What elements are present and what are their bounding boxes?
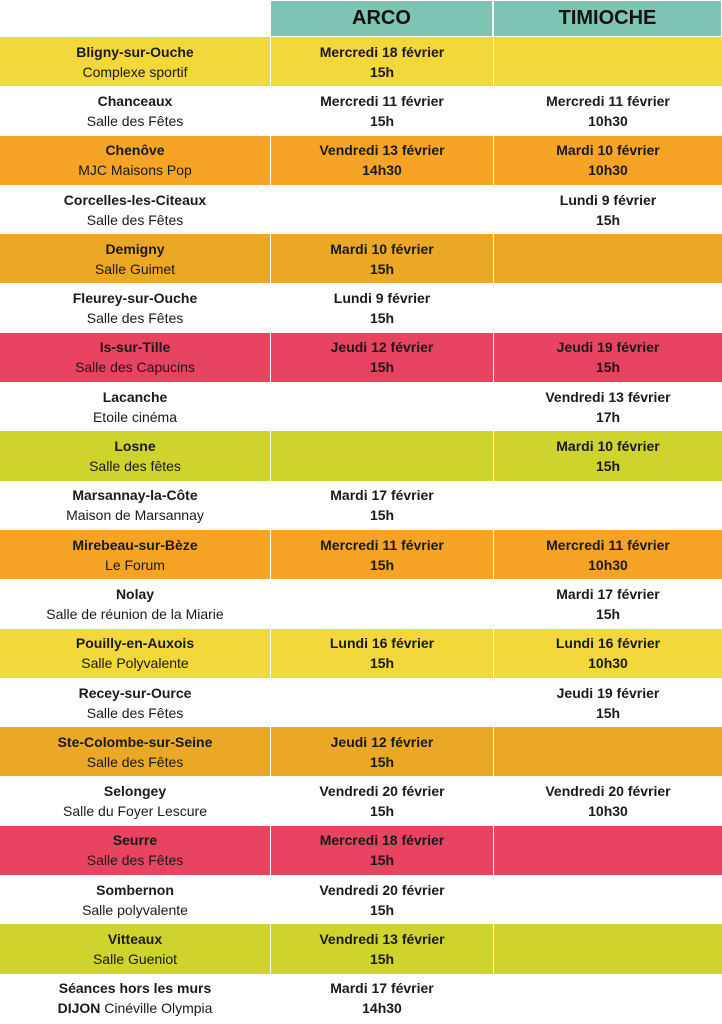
table-row: [0, 629, 722, 678]
timioche-cell: [494, 678, 722, 727]
screening-time: 15h: [595, 211, 621, 228]
timioche-cell: [494, 136, 722, 185]
screening-date: Lundi 16 février: [329, 635, 435, 652]
screening-date: Mercredi 11 février: [320, 536, 444, 553]
timioche-cell: [494, 629, 722, 678]
arco-cell: [271, 284, 493, 333]
venue-name: Salle de réunion de la Miarie: [46, 605, 224, 622]
screening-time: 15h: [369, 803, 395, 820]
venue-cell: [0, 37, 270, 86]
town-name: Recey-sur-Ource: [78, 684, 192, 701]
timioche-cell: [494, 37, 722, 86]
town-name: Pouilly-en-Auxois: [75, 635, 195, 652]
venue-name: Salle Polyvalente: [81, 655, 189, 672]
table-row: [0, 284, 722, 333]
arco-cell: [271, 974, 493, 1023]
screening-date: Lundi 16 février: [555, 635, 661, 652]
screening-date: Vendredi 20 février: [319, 783, 445, 800]
venue-cell: [0, 284, 270, 333]
table-row: [0, 333, 722, 382]
town-name: Marsannay-la-Côte: [72, 487, 198, 504]
arco-cell: [271, 37, 493, 86]
venue-cell: [0, 136, 270, 185]
table-header: [0, 0, 722, 37]
screening-date: Mercredi 18 février: [319, 832, 445, 849]
arco-cell: [271, 826, 493, 875]
arco-cell: [271, 678, 493, 727]
venue-name: Salle des Fêtes: [86, 753, 184, 770]
venue-cell: [0, 777, 270, 826]
screening-date: Vendredi 13 février: [319, 142, 445, 159]
venue-name: Salle des Fêtes: [86, 310, 184, 327]
town-name: Selongey: [103, 783, 167, 800]
screening-time: 17h: [595, 408, 621, 425]
town-name: Vitteaux: [107, 931, 163, 948]
table-row: [0, 382, 722, 431]
town-name: Chenôve: [105, 142, 165, 159]
table-row: [0, 136, 722, 185]
screening-time: 15h: [595, 458, 621, 475]
town-name: Chanceaux: [97, 92, 173, 109]
timioche-cell: [494, 284, 722, 333]
screening-time: 14h30: [362, 162, 402, 179]
town-name: Bligny-sur-Ouche: [76, 43, 194, 60]
venue-name: Salle du Foyer Lescure: [63, 803, 207, 820]
timioche-cell: [494, 974, 722, 1023]
screening-date: Jeudi 19 février: [556, 684, 660, 701]
screening-time: 10h30: [588, 162, 628, 179]
venue-cell: [0, 530, 270, 579]
screening-date: Vendredi 20 février: [319, 881, 445, 898]
screening-time: 15h: [369, 507, 395, 524]
arco-cell: [271, 431, 493, 480]
venue-cell: [0, 974, 270, 1023]
timioche-cell: [494, 777, 722, 826]
venue-cell: [0, 481, 270, 530]
venue-label: Cinéville Olympia: [100, 1000, 213, 1017]
screening-time: 15h: [369, 556, 395, 573]
screening-date: Jeudi 12 février: [330, 733, 434, 750]
screening-time: 15h: [369, 852, 395, 869]
timioche-cell: [494, 382, 722, 431]
arco-cell: [271, 777, 493, 826]
screening-time: 15h: [595, 704, 621, 721]
venue-cell: [0, 629, 270, 678]
timioche-cell: [494, 875, 722, 924]
table-row: [0, 86, 722, 135]
town-name: Nolay: [115, 585, 155, 602]
venue-name: Salle des Fêtes: [86, 852, 184, 869]
venue-cell: [0, 234, 270, 283]
town-name: Demigny: [105, 240, 165, 257]
timioche-cell: [494, 481, 722, 530]
arco-cell: [271, 333, 493, 382]
screening-time: 15h: [369, 63, 395, 80]
town-name: Lacanche: [102, 388, 168, 405]
screening-time: 10h30: [588, 803, 628, 820]
venue-name: Etoile cinéma: [92, 408, 178, 425]
venue-name: Complexe sportif: [82, 63, 188, 80]
screening-date: Mardi 17 février: [330, 980, 434, 997]
screening-date: Mercredi 11 février: [546, 92, 670, 109]
table-row: [0, 678, 722, 727]
arco-cell: [271, 481, 493, 530]
timioche-cell: [494, 234, 722, 283]
town-name: Mirebeau-sur-Bèze: [72, 536, 198, 553]
screening-date: Mercredi 11 février: [546, 536, 670, 553]
venue-name: Salle polyvalente: [82, 901, 188, 918]
town-name: Seurre: [112, 832, 158, 849]
venue-cell: [0, 727, 270, 776]
table-row: [0, 185, 722, 234]
screening-date: Jeudi 12 février: [330, 339, 434, 356]
arco-cell: [271, 875, 493, 924]
venue-cell: [0, 431, 270, 480]
screening-time: 15h: [369, 753, 395, 770]
screening-date: Mardi 17 février: [330, 487, 434, 504]
arco-cell: [271, 924, 493, 973]
screening-date: Mardi 10 février: [330, 240, 434, 257]
screening-date: Lundi 9 février: [333, 290, 431, 307]
town-name: Fleurey-sur-Ouche: [72, 290, 198, 307]
venue-cell: [0, 86, 270, 135]
table-row: [0, 530, 722, 579]
arco-cell: [271, 579, 493, 628]
venue-name: Salle des fêtes: [89, 458, 181, 475]
town-name: Ste-Colombe-sur-Seine: [57, 733, 213, 750]
venue-cell: [0, 382, 270, 431]
venue-cell: [0, 579, 270, 628]
column-header-arco: ARCO: [271, 1, 492, 36]
timioche-cell: [494, 826, 722, 875]
arco-cell: [271, 136, 493, 185]
screening-date: Mercredi 11 février: [320, 92, 444, 109]
venue-name: Salle des Capucins: [75, 359, 195, 376]
venue-name: MJC Maisons Pop: [78, 162, 192, 179]
table-row: [0, 234, 722, 283]
timioche-cell: [494, 924, 722, 973]
table-row: [0, 924, 722, 973]
venue-cell: [0, 333, 270, 382]
screening-time: 10h30: [588, 655, 628, 672]
screening-time: 15h: [369, 310, 395, 327]
town-name: Séances hors les murs: [58, 980, 212, 997]
venue-name: Salle des Fêtes: [86, 704, 184, 721]
screening-date: Mardi 10 février: [556, 142, 660, 159]
timioche-cell: [494, 530, 722, 579]
screening-date: Lundi 9 février: [559, 191, 657, 208]
screening-date: Vendredi 13 février: [319, 931, 445, 948]
venue-city: DIJON: [57, 1000, 101, 1017]
venue-cell: [0, 924, 270, 973]
screening-time: 10h30: [588, 556, 628, 573]
screening-time: 15h: [369, 901, 395, 918]
table-row: [0, 431, 722, 480]
timioche-cell: [494, 727, 722, 776]
timioche-cell: [494, 431, 722, 480]
screening-time: 15h: [595, 605, 621, 622]
venue-cell: [0, 875, 270, 924]
timioche-cell: [494, 185, 722, 234]
arco-cell: [271, 185, 493, 234]
screening-date: Jeudi 19 février: [556, 339, 660, 356]
venue-cell: [0, 185, 270, 234]
venue-name: Salle Guimet: [94, 260, 176, 277]
town-name: Is-sur-Tille: [99, 339, 171, 356]
venue-name: Salle des Fêtes: [86, 112, 184, 129]
table-row: [0, 37, 722, 86]
screening-time: 15h: [595, 359, 621, 376]
screening-time: 15h: [369, 655, 395, 672]
venue-cell: [0, 678, 270, 727]
screening-time: 14h30: [362, 1000, 402, 1017]
table-row: [0, 481, 722, 530]
arco-cell: [271, 727, 493, 776]
screening-date: Mardi 10 février: [556, 438, 660, 455]
venue-cell: [0, 826, 270, 875]
screening-date: Vendredi 20 février: [545, 783, 671, 800]
town-name: Corcelles-les-Citeaux: [63, 191, 207, 208]
timioche-cell: [494, 579, 722, 628]
arco-cell: [271, 629, 493, 678]
screening-date: Mardi 17 février: [556, 585, 660, 602]
venue-name: Le Forum: [105, 556, 165, 573]
screening-time: 15h: [369, 260, 395, 277]
table-row: [0, 875, 722, 924]
table-row: [0, 727, 722, 776]
screening-time: 15h: [369, 112, 395, 129]
venue-name: Salle des Fêtes: [86, 211, 184, 228]
screening-time: 10h30: [588, 112, 628, 129]
venue-name: Maison de Marsannay: [66, 507, 204, 524]
timioche-cell: [494, 86, 722, 135]
venue-name: [58, 998, 213, 1018]
arco-cell: [271, 234, 493, 283]
arco-cell: [271, 86, 493, 135]
arco-cell: [271, 382, 493, 431]
screening-time: 15h: [369, 951, 395, 968]
table-row: [0, 826, 722, 875]
venue-name: Salle Gueniot: [92, 951, 178, 968]
screening-time: 15h: [369, 359, 395, 376]
table-row: [0, 579, 722, 628]
arco-cell: [271, 530, 493, 579]
screening-date: Mercredi 18 février: [319, 43, 445, 60]
screening-date: Vendredi 13 février: [545, 388, 671, 405]
town-name: Sombernon: [96, 881, 174, 898]
column-header-timioche: TIMIOCHE: [494, 1, 721, 36]
town-name: Losne: [114, 438, 156, 455]
table-row: [0, 974, 722, 1023]
timioche-cell: [494, 333, 722, 382]
table-row: [0, 777, 722, 826]
